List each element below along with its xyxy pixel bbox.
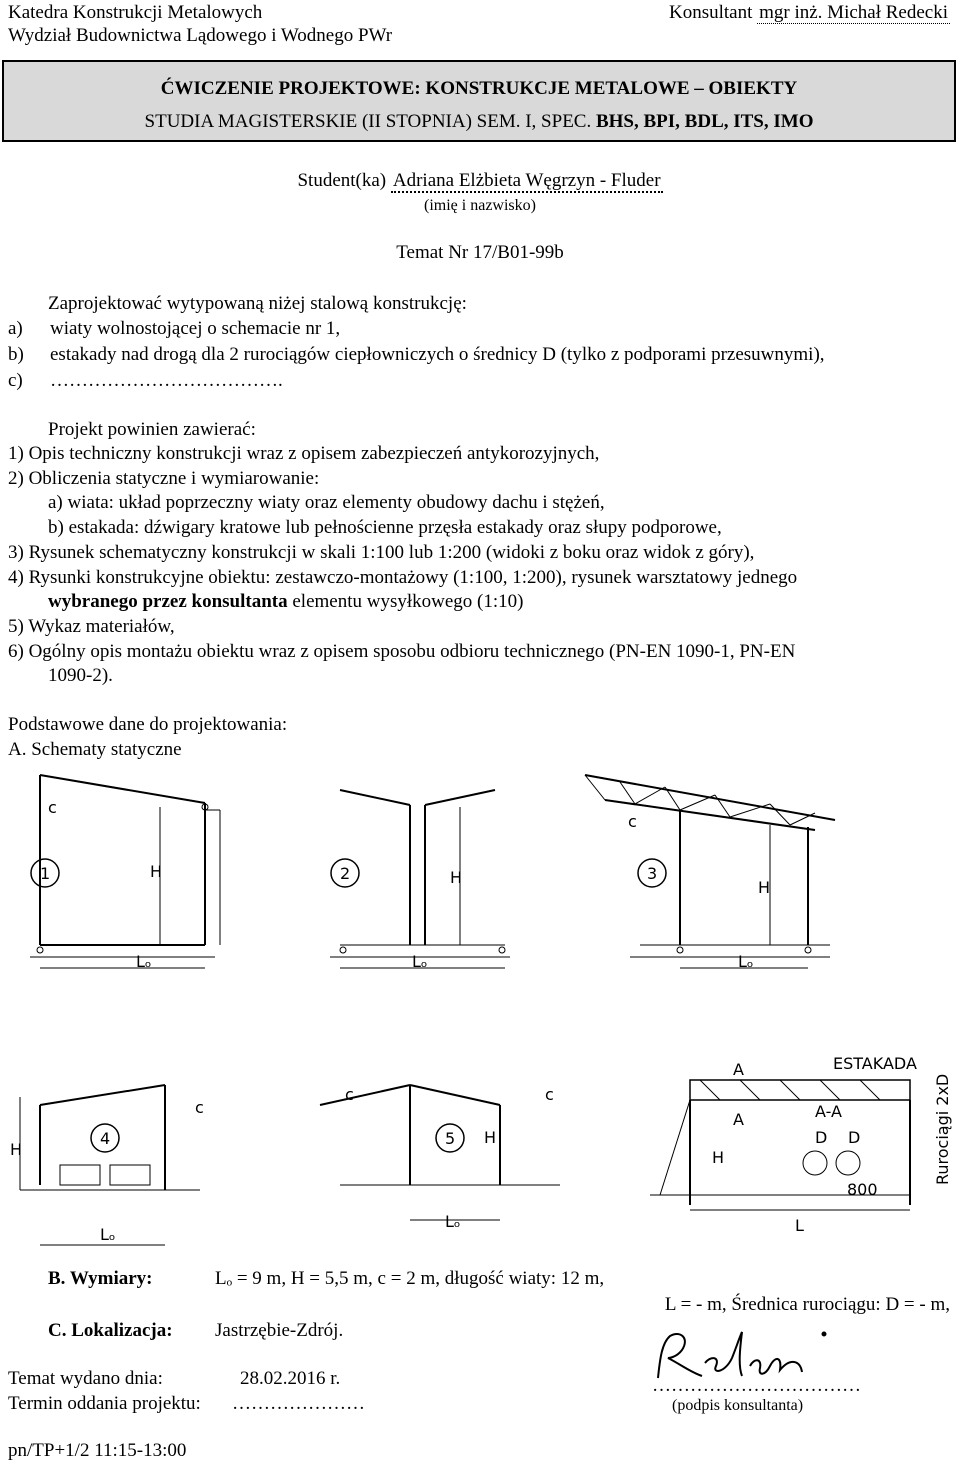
dim-H: H	[10, 1140, 23, 1159]
dims-label	[48, 1268, 153, 1290]
dim-L: L	[795, 1216, 804, 1235]
dim-H: H	[712, 1148, 725, 1167]
scheme-2-number: 2	[340, 864, 351, 883]
pipe-d-left: D	[815, 1128, 828, 1147]
basics-heading: Podstawowe dane do projektowania:	[8, 714, 288, 735]
scheme-1-number: 1	[40, 864, 51, 883]
contents-item-4: 4) Rysunki konstrukcyjne obiektu: zestawczo-montażowy (1:100, 1:200), rysunek warsztatowy jednego	[8, 567, 798, 588]
section-mark-top: A	[733, 1060, 744, 1079]
item-marker: a)	[8, 318, 23, 339]
scheme-3	[585, 775, 835, 971]
contents-item-6-cont: 1090-2).	[48, 665, 113, 686]
contents-item-3: 3) Rysunek schematyczny konstrukcji w skali 1:100 lub 1:200 (widoki z boku oraz widok z góry),	[8, 542, 755, 563]
item-text: ……………………………….	[50, 370, 283, 391]
scheme-5-number: 5	[445, 1129, 456, 1148]
deadline-label: Termin oddania projektu:	[8, 1393, 201, 1414]
static-schemes-diagram	[0, 765, 960, 1265]
faculty-name: Wydział Budownictwa Lądowego i Wodnego PWr	[8, 25, 393, 46]
signature-dots: ……………………………	[652, 1375, 861, 1396]
task-item-b	[8, 344, 825, 366]
signature-label: (podpis konsultanta)	[672, 1397, 804, 1414]
document-code: pn/TP+1/2 11:15-13:00	[8, 1440, 187, 1461]
dims-values-line2: L = - m, Średnica rurociągu: D = - m,	[664, 1294, 950, 1315]
contents-item-2: 2) Obliczenia statyczne i wymiarowanie:	[8, 468, 320, 489]
consultant-name: mgr inż. Michał Redecki	[759, 2, 948, 23]
section-label: A-A	[815, 1102, 842, 1121]
schemes-heading: A. Schematy statyczne	[8, 739, 182, 760]
consultant-label: Konsultant	[668, 2, 753, 23]
contents-item-6: 6) Ogólny opis montażu obiektu wraz z opisem sposobu odbioru technicznego (PN-EN 1090-1, PN-EN	[8, 641, 796, 662]
pipes-label: Rurociągi 2xD	[933, 1073, 952, 1185]
dims-values: Lₒ = 9 m, H = 5,5 m, c = 2 m, długość wiaty: 12 m,	[215, 1268, 605, 1289]
dim-Lo: Lₒ	[445, 1212, 461, 1231]
location-label: C. Lokalizacja:	[48, 1320, 173, 1341]
contents-item-4-cont	[48, 591, 524, 613]
dim-Lo: Lₒ	[100, 1225, 116, 1244]
clearance-800: 800	[847, 1180, 878, 1199]
dim-H: H	[450, 868, 463, 887]
bold-phrase: wybranego przez konsultanta	[48, 591, 288, 612]
subtitle-specs: BHS, BPI, BDL, ITS, IMO	[595, 111, 814, 132]
contents-heading: Projekt powinien zawierać:	[48, 419, 256, 440]
task-item-c	[8, 370, 283, 392]
dim-c-left: c	[345, 1085, 354, 1104]
dim-c: c	[48, 798, 57, 817]
issued-date: 28.02.2016 r.	[240, 1368, 341, 1389]
item-marker: c)	[8, 370, 23, 391]
dim-H: H	[150, 862, 163, 881]
dim-c: c	[195, 1098, 204, 1117]
estakada-title: ESTAKADA	[833, 1054, 917, 1073]
subtitle-main: STUDIA MAGISTERSKIE (II STOPNIA) SEM. I, SPEC.	[144, 111, 592, 132]
section-mark-bottom: A	[733, 1110, 744, 1129]
item-text: wiaty wolnostojącej o schemacie nr 1,	[50, 318, 341, 339]
department-name: Katedra Konstrukcji Metalowych	[8, 2, 263, 23]
section-b-label: B. Wymiary:	[48, 1268, 153, 1289]
student-label: Student(ka)	[297, 170, 387, 191]
rest-phrase: elementu wysyłkowego (1:10)	[287, 591, 524, 612]
exercise-subtitle	[4, 111, 954, 133]
dim-c: c	[628, 812, 637, 831]
student-name: Adriana Elżbieta Węgrzyn - Fluder	[392, 170, 661, 191]
dim-Lo: Lₒ	[412, 952, 428, 971]
task-item-a	[8, 318, 341, 340]
contents-item-2a: a) wiata: układ poprzeczny wiaty oraz elementy obudowy dachu i stężeń,	[48, 492, 605, 513]
student-hint: (imię i nazwisko)	[424, 197, 536, 214]
dim-H: H	[758, 878, 771, 897]
scheme-5	[320, 1085, 560, 1231]
scheme-4-number: 4	[100, 1129, 111, 1148]
task-heading: Zaprojektować wytypowaną niżej stalową konstrukcję:	[48, 293, 467, 314]
item-text: estakady nad drogą dla 2 rurociągów ciepłowniczych o średnicy D (tylko z podporami przesuwnymi),	[50, 344, 825, 365]
scheme-1	[30, 775, 220, 971]
pipe-d-right: D	[848, 1128, 861, 1147]
dim-Lo: Lₒ	[136, 952, 152, 971]
deadline-value: …………………	[232, 1393, 365, 1414]
scheme-estakada	[650, 1054, 952, 1235]
exercise-title: ĆWICZENIE PROJEKTOWE: KONSTRUKCJE METALOWE – OBIEKTY	[160, 78, 798, 99]
scheme-4	[10, 1085, 204, 1245]
consultant	[669, 2, 950, 24]
title-banner	[2, 60, 956, 142]
dim-Lo: Lₒ	[738, 952, 754, 971]
contents-item-5: 5) Wykaz materiałów,	[8, 616, 175, 637]
dim-H: H	[484, 1128, 497, 1147]
student-line	[0, 170, 960, 192]
dim-c-right: c	[545, 1085, 554, 1104]
item-marker: b)	[8, 344, 24, 365]
topic-number: Temat Nr 17/B01-99b	[396, 242, 564, 263]
contents-item-1: 1) Opis techniczny konstrukcji wraz z opisem zabezpieczeń antykorozyjnych,	[8, 443, 600, 464]
contents-item-2b: b) estakada: dźwigary kratowe lub pełnościenne przęsła estakady oraz słupy podporowe,	[48, 517, 722, 538]
scheme-2	[330, 790, 510, 971]
scheme-3-number: 3	[647, 864, 658, 883]
issued-label: Temat wydano dnia:	[8, 1368, 163, 1389]
location-value: Jastrzębie-Zdrój.	[215, 1320, 344, 1341]
